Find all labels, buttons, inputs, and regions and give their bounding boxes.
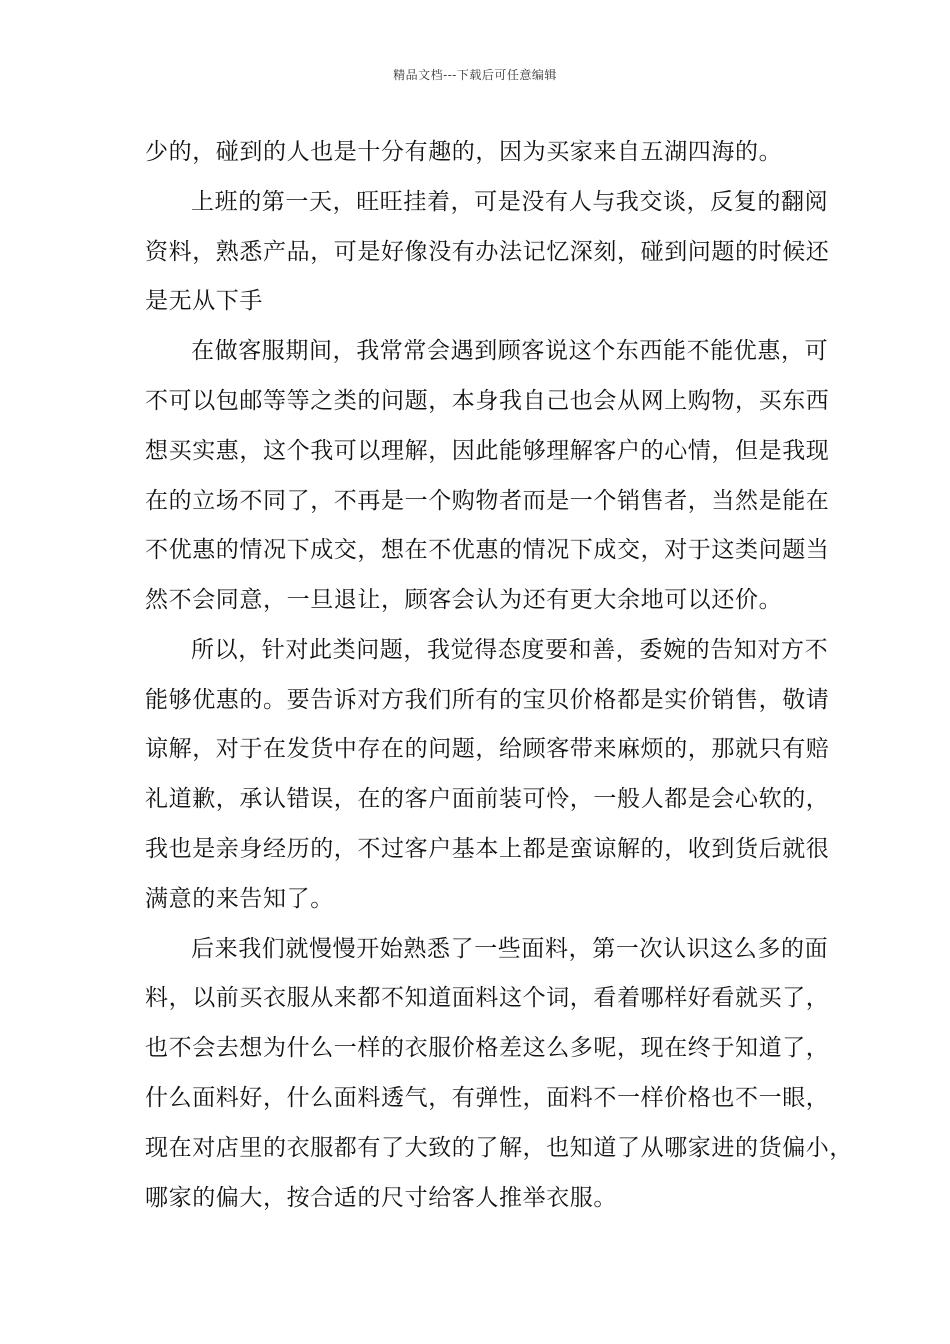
paragraph-line: 哪家的偏大，按合适的尺寸给客人推举衣服。 [145, 1185, 617, 1211]
paragraph-line: 所以，针对此类问题，我觉得态度要和善，委婉的告知对方不 [191, 637, 829, 663]
page-header: 精品文档---下载后可任意编辑 [393, 68, 557, 82]
paragraph-line: 不可以包邮等等之类的问题，本身我自己也会从网上购物，买东西 [145, 388, 830, 414]
paragraph-line: 料，以前买衣服从来都不知道面料这个词，看着哪样好看就买了， [145, 985, 830, 1011]
paragraph-line: 不优惠的情况下成交，想在不优惠的情况下成交，对于这类问题当 [145, 537, 830, 563]
paragraph-line: 礼道歉，承认错误，在的客户面前装可怜，一般人都是会心软的， [145, 786, 830, 812]
paragraph-line: 少的，碰到的人也是十分有趣的，因为买家来自五湖四海的。 [145, 139, 783, 165]
paragraph-line: 我也是亲身经历的，不过客户基本上都是蛮谅解的，收到货后就很 [145, 836, 830, 862]
paragraph-line: 谅解，对于在发货中存在的问题，给顾客带来麻烦的，那就只有赔 [145, 736, 830, 762]
paragraph-line: 也不会去想为什么一样的衣服价格差这么多呢，现在终于知道了， [145, 1035, 830, 1061]
paragraph-line: 上班的第一天，旺旺挂着，可是没有人与我交谈，反复的翻阅 [191, 189, 829, 215]
paragraph-line: 在的立场不同了，不再是一个购物者而是一个销售者，当然是能在 [145, 488, 830, 514]
paragraph-line: 后来我们就慢慢开始熟悉了一些面料，第一次认识这么多的面 [191, 936, 829, 962]
paragraph-line: 资料，熟悉产品，可是好像没有办法记忆深刻，碰到问题的时候还 [145, 239, 830, 265]
paragraph-line: 满意的来告知了。 [145, 886, 334, 912]
paragraph-line: 想买实惠，这个我可以理解，因此能够理解客户的心情，但是我现 [145, 438, 830, 464]
paragraph-line: 然不会同意，一旦退让，顾客会认为还有更大余地可以还价。 [145, 587, 783, 613]
paragraph-line: 现在对店里的衣服都有了大致的了解，也知道了从哪家进的货偏小， [145, 1135, 853, 1161]
paragraph-line: 在做客服期间，我常常会遇到顾客说这个东西能不能优惠，可 [191, 338, 829, 364]
paragraph-line: 是无从下手 [145, 288, 263, 314]
paragraph-line: 能够优惠的。要告诉对方我们所有的宝贝价格都是实价销售，敬请 [145, 687, 830, 713]
paragraph-line: 什么面料好，什么面料透气，有弹性，面料不一样价格也不一眼， [145, 1085, 830, 1111]
